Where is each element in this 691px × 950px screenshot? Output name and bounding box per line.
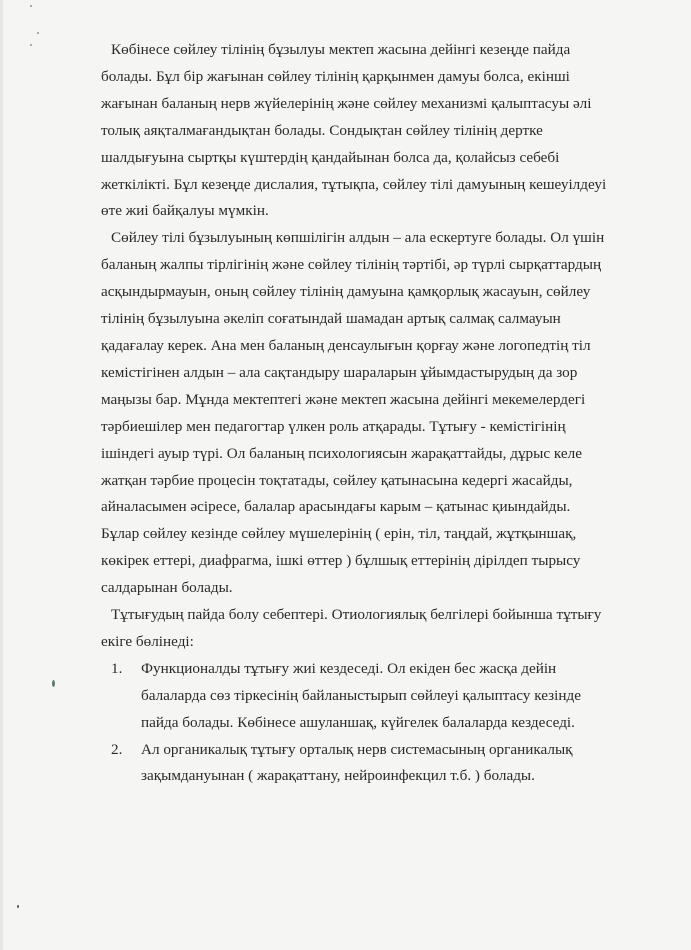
scan-speck	[37, 32, 39, 34]
list-item	[101, 656, 661, 737]
scan-speck	[30, 5, 32, 7]
list-item	[101, 737, 661, 791]
text-line: Ал органикалық тұтығу орталық нерв системасының органикалық	[141, 740, 573, 758]
paragraph-3	[101, 602, 661, 656]
text-line: балаларда сөз тіркесінің байланыстырып сөйлеуі қалыптасу кезінде	[141, 686, 581, 704]
list-number: 2.	[111, 740, 123, 758]
text-line: Тұтығудың пайда болу себептері. Отиологиялық белгілері бойынша тұтығу	[111, 606, 602, 624]
text-line: баланың жалпы тірлігінің және сөйлеу тілінің тәртібі, әр түрлі сырқаттардың	[101, 256, 602, 274]
text-line: ішіндегі ауыр түрі. Ол баланың психологиясын жарақаттайды, дұрыс келе	[101, 444, 582, 462]
text-line: зақымдануынан ( жарақаттану, нейроинфекцил т.б. ) болады.	[141, 767, 535, 785]
text-line: көкірек еттері, диафрагма, ішкі өттер ) бұлшық еттерінің дірілдеп тырысу	[101, 552, 581, 570]
paragraph-1	[101, 37, 661, 225]
text-line: екіге бөлінеді:	[101, 632, 194, 650]
text-line: Көбінесе сөйлеу тілінің бұзылуы мектеп жасына дейінгі кезеңде пайда	[111, 41, 571, 58]
text-line: толық аяқталмағандықтан болады. Сондықтан сөйлеу тілінің дертке	[101, 121, 543, 139]
scan-speck	[52, 680, 55, 687]
text-line: жатқан тәрбие процесін тоқтатады, сөйлеу қатынасына кедергі жасайды,	[101, 471, 573, 489]
text-line: шалдығуына сыртқы күштердің қандайынан болса да, қолайсыз себебі	[101, 148, 560, 166]
text-line: болады. Бұл бір жағынан сөйлеу тілінің қарқынмен дамуы болса, екінші	[101, 67, 570, 85]
text-line: тәрбиешілер мен педагогтар үлкен роль атқарады. Тұтығу - кемістігінің	[101, 417, 566, 435]
text-line: тілінің бұзылуына әкеліп соғатындай шамадан артық салмақ салмауын	[101, 310, 561, 328]
text-line: өте жиі байқалуы мүмкін.	[101, 202, 269, 220]
paragraph-2	[101, 225, 661, 602]
text-line: маңызы бар. Мұнда мектептегі және мектеп жасына дейінгі мекемелердегі	[101, 390, 586, 408]
text-line: асқындырмауын, оның сөйлеу тілінің дамуына қамқорлық жасауын, сөйлеу	[101, 283, 591, 301]
text-line: Функционалды тұтығу жиі кездеседі. Ол екіден бес жасқа дейін	[141, 659, 557, 677]
list-item-text	[141, 656, 581, 737]
numbered-list	[101, 656, 661, 791]
document-body	[101, 37, 661, 790]
text-line: жеткілікті. Бұл кезеңде дислалия, тұтықпа, сөйлеу тілі дамуының кешеуілдеуі	[101, 175, 607, 193]
text-line: кемістігінен алдын – ала сақтандыру шараларын ұйымдастырудың да зор	[101, 363, 578, 381]
text-line: Бұлар сөйлеу кезінде сөйлеу мүшелерінің ( ерін, тіл, таңдай, жұтқыншақ,	[101, 525, 577, 543]
text-line: Сөйлеу тілі бұзылуының көпшілігін алдын – ала ескертуге болады. Ол үшін	[111, 229, 605, 247]
text-line: айналасымен әсіресе, балалар арасындағы карым – қатынас қиындайды.	[101, 498, 571, 516]
scan-speck	[17, 905, 19, 908]
list-number: 1.	[111, 659, 123, 677]
text-line: жағынан баланың нерв жүйелерінің және сөйлеу механизмі қалыптасуы әлі	[101, 94, 592, 112]
scan-speck	[30, 44, 32, 46]
list-item-text	[141, 737, 573, 791]
text-line: қадағалау керек. Ана мен баланың денсаулығын қорғау және логопедтің тіл	[101, 336, 591, 354]
text-line: пайда болады. Көбінесе ашуланшақ, күйгелек балаларда кездеседі.	[141, 713, 575, 731]
text-line: салдарынан болады.	[101, 579, 233, 597]
